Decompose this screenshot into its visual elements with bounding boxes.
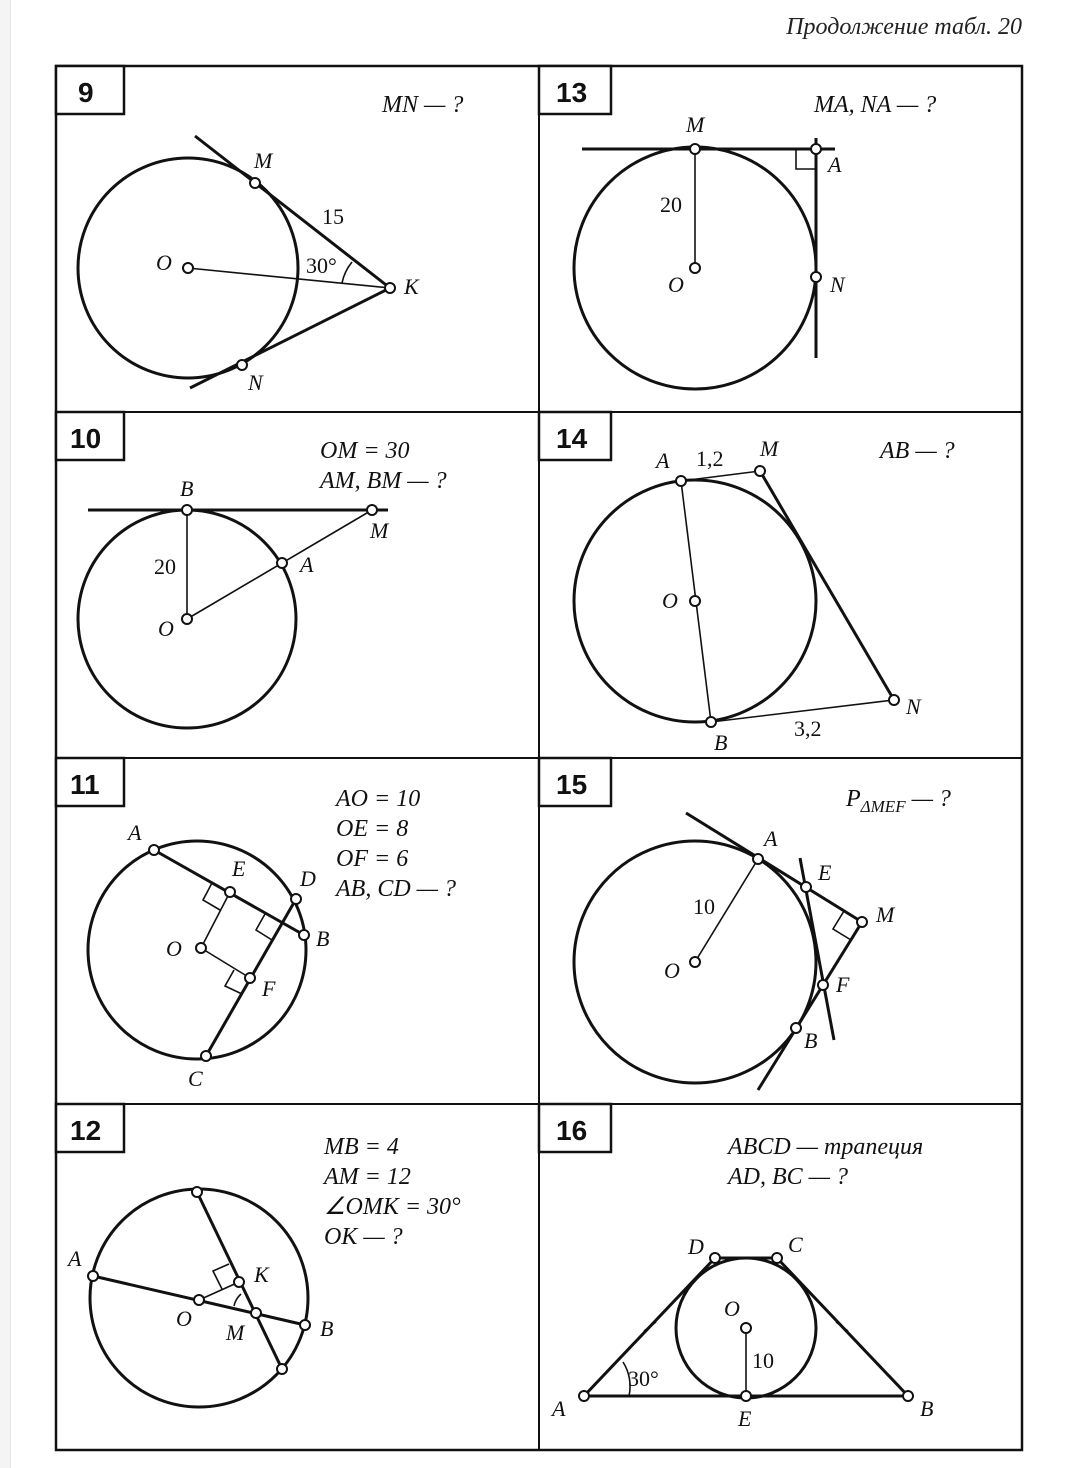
problem-12: [56, 1104, 461, 1407]
point-label: A: [128, 820, 142, 845]
point-label: A: [300, 552, 314, 577]
point-label: B: [804, 1028, 818, 1053]
problem-condition: OE = 8: [336, 816, 409, 842]
point-label: F: [262, 976, 276, 1001]
radius-label: 10: [752, 1348, 774, 1373]
point-label: N: [830, 272, 845, 297]
radius-label: 20: [154, 554, 176, 579]
point-label: O: [156, 250, 172, 275]
problem-condition: AM, BM — ?: [320, 468, 447, 494]
problem-16: [539, 1104, 933, 1431]
point-label: B: [180, 476, 194, 501]
angle-label: 30°: [628, 1366, 659, 1391]
point-label: M: [254, 148, 273, 173]
point-label: M: [226, 1320, 245, 1345]
length-label: 3,2: [794, 716, 822, 741]
point-label: O: [158, 616, 174, 641]
point-label: M: [760, 436, 779, 461]
problem-condition: MA, NA — ?: [814, 92, 937, 118]
point-label: A: [656, 448, 670, 473]
problem-13: [539, 66, 936, 389]
problem-condition: AO = 10: [336, 786, 421, 812]
point-label: O: [176, 1306, 192, 1331]
point-label: A: [68, 1246, 82, 1271]
point-label: C: [188, 1066, 203, 1091]
point-label: O: [662, 588, 678, 613]
point-label: D: [688, 1234, 704, 1259]
problem-number: 13: [556, 77, 588, 108]
point-label: K: [254, 1262, 269, 1287]
point-label: B: [920, 1396, 934, 1421]
problem-condition: MN — ?: [382, 92, 464, 118]
point-label: A: [552, 1396, 566, 1421]
radius-label: 10: [693, 894, 715, 919]
problem-number: 9: [78, 77, 94, 108]
problem-condition: ABCD — трапеция: [728, 1134, 924, 1160]
problem-14: [539, 412, 955, 755]
problem-condition: AB, CD — ?: [336, 876, 456, 902]
point-label: M: [876, 902, 895, 927]
point-label: B: [320, 1316, 334, 1341]
problem-9: [56, 66, 463, 395]
length-label: 1,2: [696, 446, 724, 471]
problem-condition: $P_{\Delta MEF}$ — ?: [846, 786, 951, 816]
problem-number: 11: [70, 769, 100, 800]
point-label: C: [788, 1232, 803, 1257]
problem-condition: AB — ?: [880, 438, 955, 464]
point-label: D: [300, 866, 316, 891]
point-label: B: [714, 730, 728, 755]
point-label: N: [248, 370, 263, 395]
point-label: M: [686, 112, 705, 137]
problem-number: 15: [556, 769, 588, 800]
angle-label: 30°: [306, 253, 337, 278]
point-label: K: [404, 274, 419, 299]
point-label: O: [166, 936, 182, 961]
point-label: O: [664, 958, 680, 983]
problem-10: [56, 412, 447, 728]
length-label: 15: [322, 204, 344, 229]
point-label: O: [724, 1296, 740, 1321]
problem-number: 16: [556, 1115, 588, 1146]
problem-condition: OK — ?: [324, 1224, 403, 1250]
page-header: Продолжение табл. 20: [786, 14, 1022, 40]
problem-condition: AM = 12: [324, 1164, 411, 1190]
problem-number: 12: [70, 1115, 102, 1146]
problem-condition: OF = 6: [336, 846, 409, 872]
problem-number: 10: [70, 423, 102, 454]
problem-condition: MB = 4: [324, 1134, 399, 1160]
point-label: E: [232, 856, 246, 881]
point-label: A: [828, 152, 842, 177]
problem-condition: AD, BC — ?: [728, 1164, 848, 1190]
point-label: A: [764, 826, 778, 851]
point-label: E: [738, 1406, 752, 1431]
point-label: N: [906, 694, 921, 719]
problem-number: 14: [556, 423, 588, 454]
radius-label: 20: [660, 192, 682, 217]
problem-15: [539, 758, 951, 1090]
point-label: B: [316, 926, 330, 951]
problem-11: [56, 758, 456, 1091]
problem-condition: ∠OMK = 30°: [324, 1194, 461, 1220]
point-label: O: [668, 272, 684, 297]
point-label: E: [818, 860, 832, 885]
point-label: F: [836, 972, 850, 997]
problem-condition: OM = 30: [320, 438, 410, 464]
point-label: M: [370, 518, 389, 543]
